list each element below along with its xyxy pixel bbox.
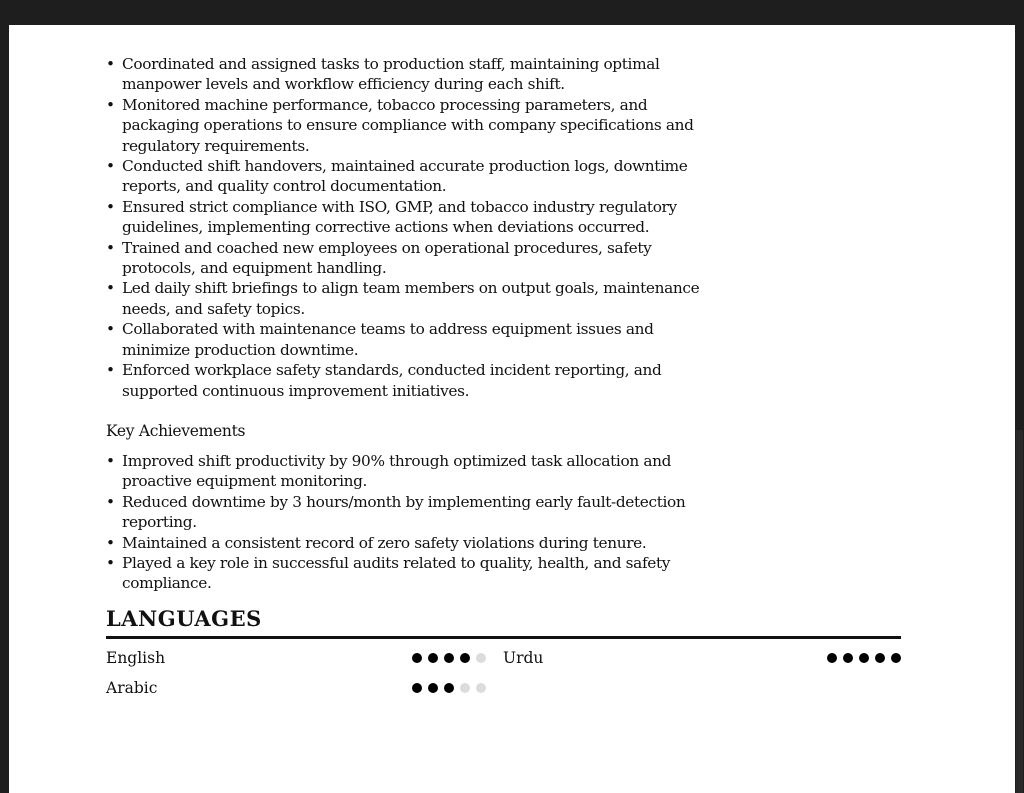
- level-dot-filled: [843, 653, 853, 663]
- list-item: • Coordinated and assigned tasks to production staff, maintaining optimal manpower levels and workflow efficiency during each shift.: [106, 54, 721, 95]
- list-item: • Led daily shift briefings to align team members on output goals, maintenance needs, and safety topics.: [106, 278, 721, 319]
- list-item: • Maintained a consistent record of zero safety violations during tenure.: [106, 533, 721, 553]
- language-level-dots: [827, 653, 901, 663]
- responsibilities-list: [106, 54, 721, 401]
- level-dot-filled: [460, 653, 470, 663]
- languages-section-title: LANGUAGES: [106, 606, 901, 639]
- level-dot-filled: [891, 653, 901, 663]
- language-level-dots: [412, 653, 486, 663]
- list-item: • Enforced workplace safety standards, conducted incident reporting, and supported continuous improvement initiatives.: [106, 360, 721, 401]
- level-dot-filled: [875, 653, 885, 663]
- list-item: • Ensured strict compliance with ISO, GMP, and tobacco industry regulatory guidelines, implementing corrective actions when deviations occurred.: [106, 197, 721, 238]
- language-name: Arabic: [106, 678, 158, 697]
- level-dot-filled: [428, 653, 438, 663]
- level-dot-empty: [460, 683, 470, 693]
- level-dot-filled: [827, 653, 837, 663]
- list-item: • Improved shift productivity by 90% through optimized task allocation and proactive equipment monitoring.: [106, 451, 721, 492]
- level-dot-filled: [859, 653, 869, 663]
- resume-content: [106, 54, 901, 698]
- list-item: • Played a key role in successful audits related to quality, health, and safety compliance.: [106, 553, 721, 594]
- language-arabic: [106, 678, 503, 698]
- level-dot-empty: [476, 683, 486, 693]
- level-dot-filled: [412, 683, 422, 693]
- list-item: • Collaborated with maintenance teams to address equipment issues and minimize production downtime.: [106, 319, 721, 360]
- language-english: [106, 648, 503, 668]
- achievements-list: [106, 451, 721, 594]
- language-level-dots: [412, 683, 486, 693]
- key-achievements-heading: Key Achievements: [106, 421, 246, 440]
- list-item: • Conducted shift handovers, maintained accurate production logs, downtime reports, and quality control documentation.: [106, 156, 721, 197]
- level-dot-filled: [444, 653, 454, 663]
- language-name: English: [106, 648, 166, 667]
- level-dot-filled: [444, 683, 454, 693]
- level-dot-empty: [476, 653, 486, 663]
- list-item: • Monitored machine performance, tobacco processing parameters, and packaging operations to ensure compliance with company specifications and regulatory requirements.: [106, 95, 721, 156]
- level-dot-filled: [412, 653, 422, 663]
- language-name: Urdu: [503, 648, 544, 667]
- languages-grid: [106, 648, 901, 698]
- list-item: • Trained and coached new employees on operational procedures, safety protocols, and equipment handling.: [106, 238, 721, 279]
- list-item: • Reduced downtime by 3 hours/month by implementing early fault-detection reporting.: [106, 492, 721, 533]
- level-dot-filled: [428, 683, 438, 693]
- language-urdu: [503, 648, 901, 668]
- viewer-scroll-thumb[interactable]: [1016, 430, 1023, 793]
- viewer-top-bar: [0, 0, 1024, 25]
